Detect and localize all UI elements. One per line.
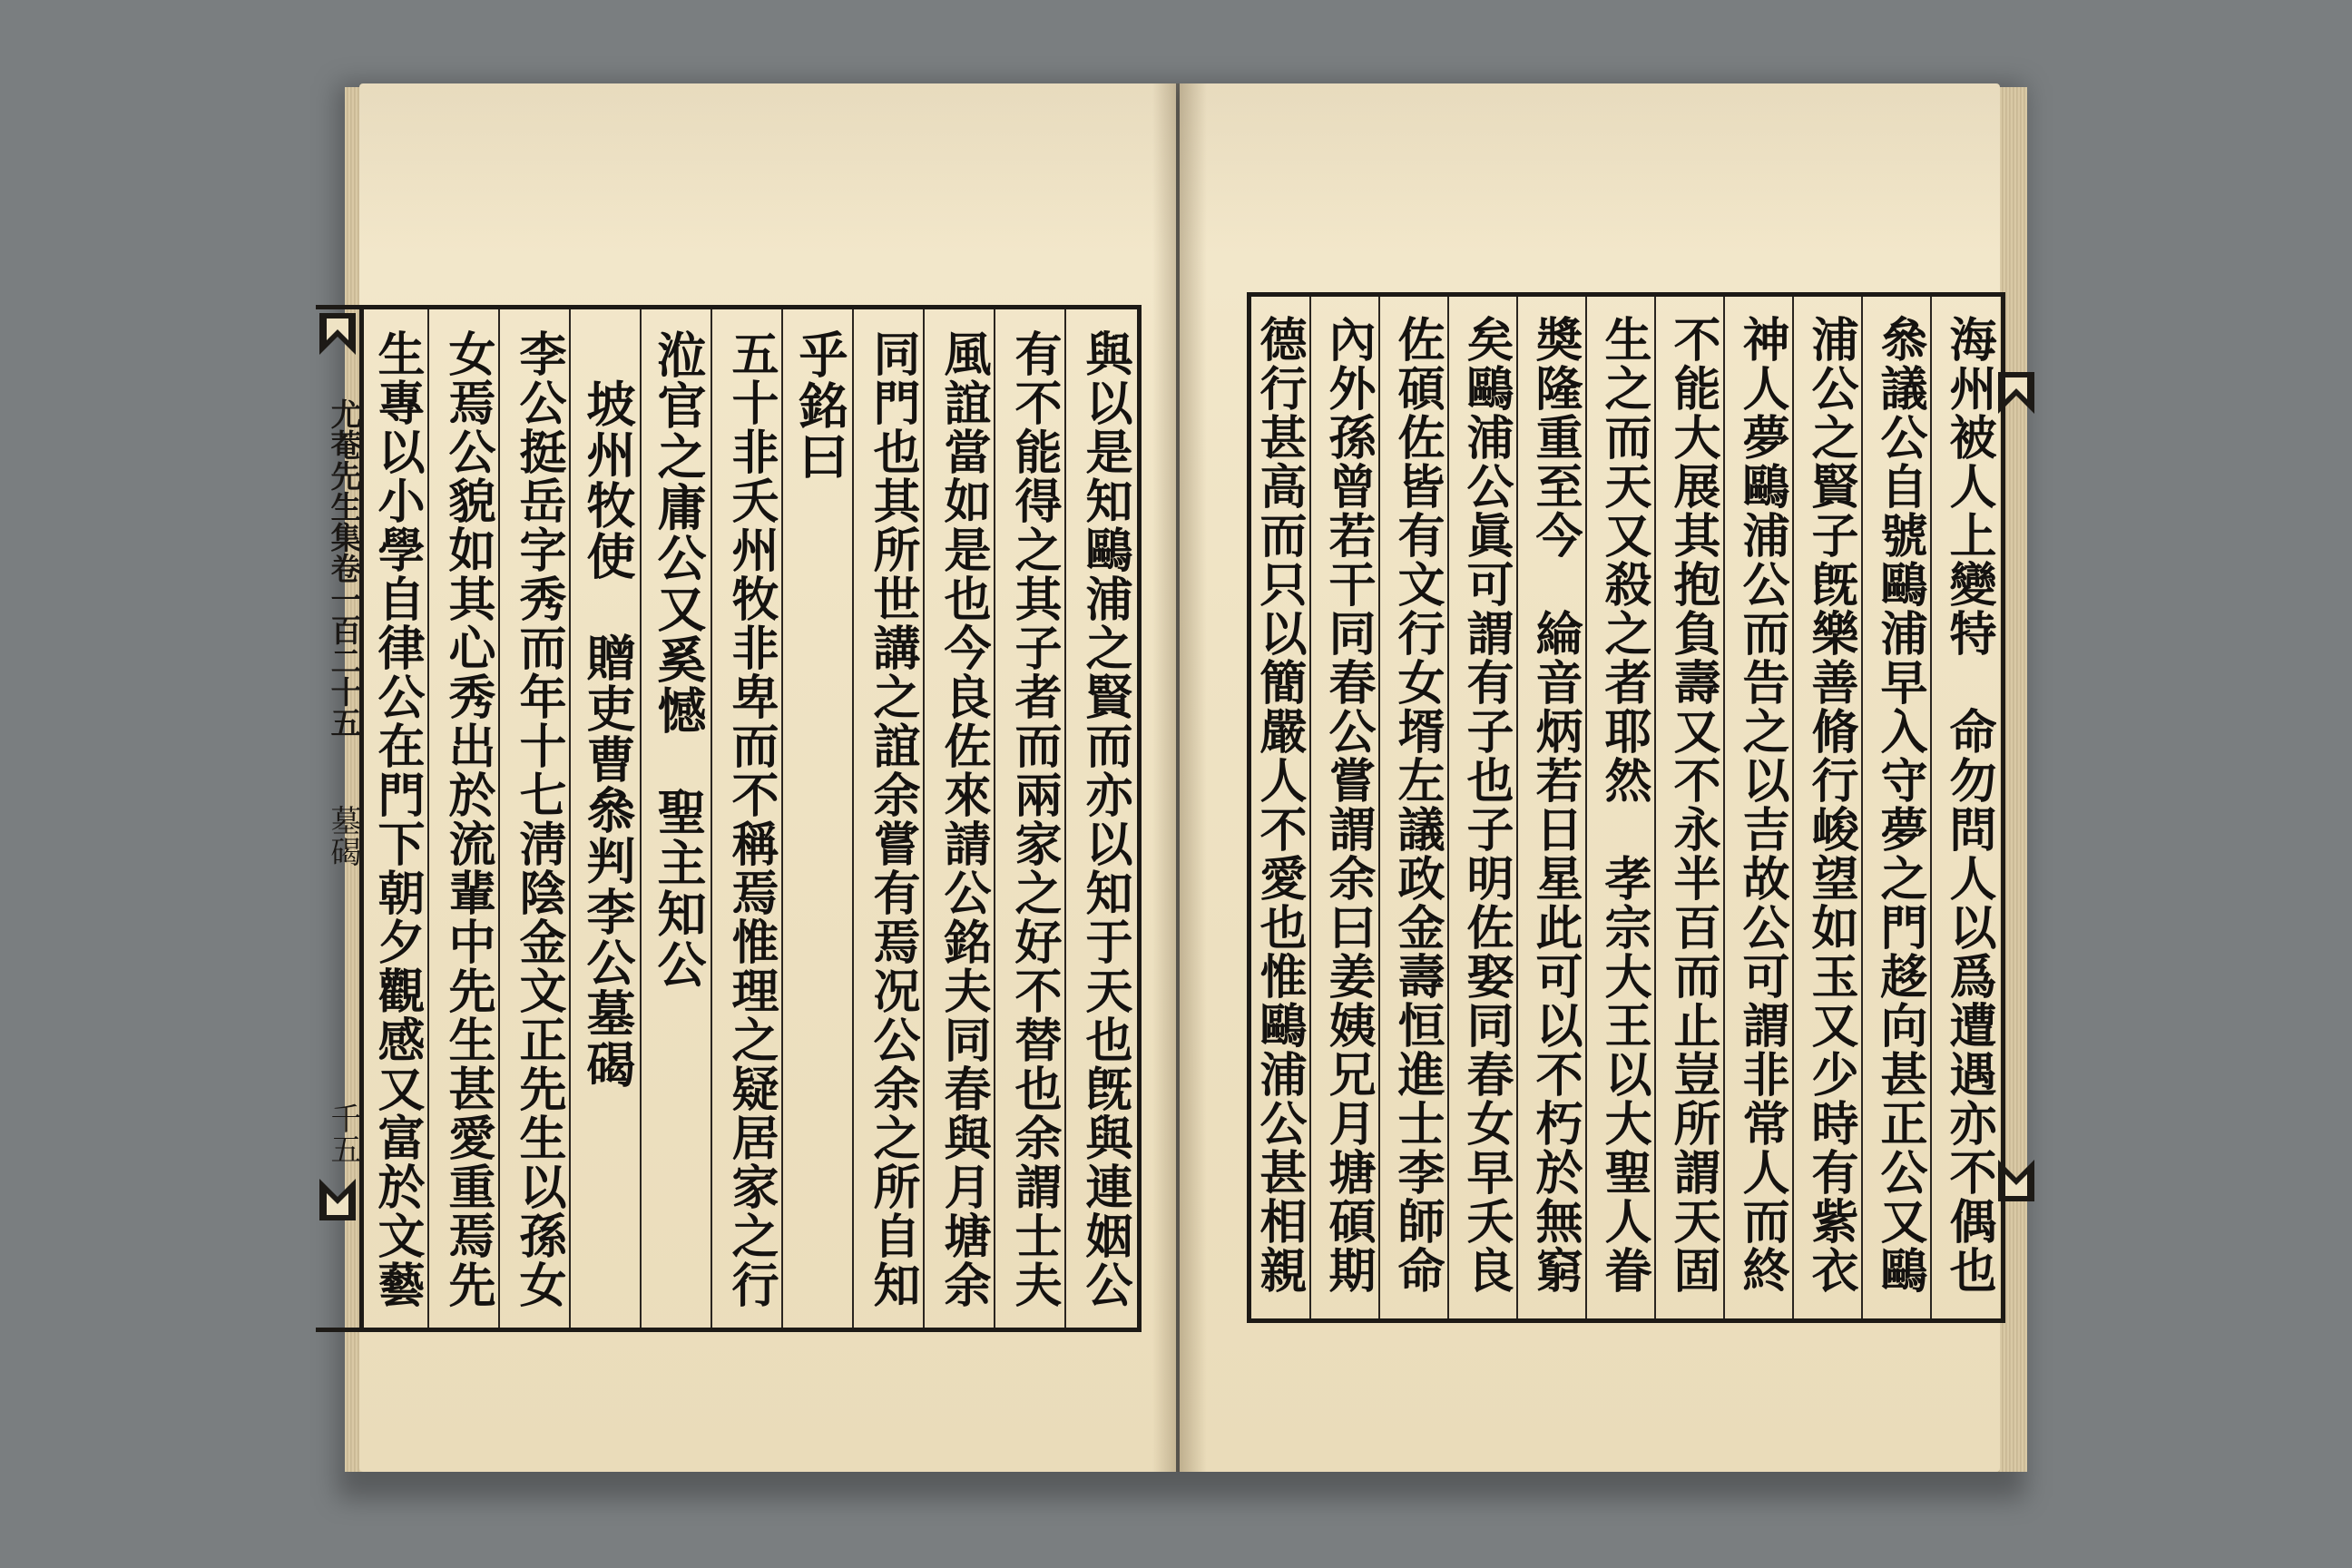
book-gutter [1152,83,1207,1472]
column-rule [569,309,571,1328]
column-rule [1378,297,1380,1318]
column-rule [498,309,500,1328]
left-text-column-11: 生專以小學自律公在門下朝夕觀感又富於文藝 [369,329,425,1309]
left-text-column-8: 坡州牧使 贈吏曹叅判李公墓碣 [579,378,637,1090]
column-rule [1723,297,1725,1318]
right-text-column-6: 生之而天又殺之者耶然 孝宗大王以大聖人眷 [1596,315,1651,1295]
column-rule [1309,297,1311,1318]
column-rule [1447,297,1449,1318]
left-text-column-10: 女焉公貌如其心秀出於流輩中先生甚愛重焉先 [440,329,495,1309]
banxin-title: 尤菴先生集卷一百二十五 [325,398,361,738]
column-rule [1516,297,1518,1318]
right-text-column-4: 神人夢鷗浦公而告之以吉故公可謂非常人而終 [1734,315,1789,1295]
column-rule [994,309,995,1328]
column-rule [1585,297,1587,1318]
left-text-column-2: 有不能得之其子者而兩家之好不替也余謂士夫 [1006,329,1062,1309]
left-text-column-6: 五十非夭州牧非卑而不稱焉惟理之疑居家之行 [723,329,779,1309]
right-text-column-5: 不能大展其抱負壽又不永半百而止豈所謂天固 [1665,315,1720,1295]
column-rule [1861,297,1863,1318]
left-text-column-3: 風誼當如是也今良佐來請公銘夫同春與月塘余 [936,329,991,1309]
column-rule [640,309,642,1328]
column-rule [710,309,712,1328]
right-text-column-7: 奬隆重至今 綸音炳若日星此可以不朽於無窮 [1527,315,1583,1295]
right-text-column-9: 佐碩佐皆有文行女壻左議政金壽恒進士李師命 [1389,315,1445,1295]
right-text-frame [1247,292,2005,1323]
column-rule [1064,309,1066,1328]
column-rule [1792,297,1794,1318]
column-rule [427,309,429,1328]
right-page-shade [1180,83,2000,256]
left-text-column-7: 涖官之庸公又奚憾 聖主知公 [650,329,708,990]
right-text-column-1: 海州被人上變特 命勿問人以爲遭遇亦不偶也 [1941,315,1996,1295]
right-text-column-8: 矣鷗浦公眞可謂有子也子明佐娶同春女早夭良 [1458,315,1514,1295]
column-rule [923,309,925,1328]
right-text-column-11: 德行甚高而只以簡嚴人不愛也惟鷗浦公甚相親 [1251,315,1307,1295]
left-text-column-9: 李公挺岳字秀而年十七淸陰金文正先生以孫女 [511,329,566,1309]
left-text-column-1: 與以是知鷗浦之賢而亦以知于天也旣與連姻公 [1077,329,1132,1309]
column-rule [1930,297,1932,1318]
right-text-column-2: 叅議公自號鷗浦早入守夢之門趍向甚正公又鷗 [1872,315,1927,1295]
banxin-section: 墓碣 [325,805,361,867]
right-text-column-10: 內外孫曾若干同春公嘗謂余曰姜姨兄月塘碩期 [1320,315,1376,1295]
column-rule [1654,297,1656,1318]
column-rule [781,309,783,1328]
left-page-shade [359,83,1176,256]
banxin-margin [316,305,359,1332]
left-text-column-4: 同門也其所世講之誼余嘗有焉况公余之所自知 [865,329,920,1309]
fishtail-bottom-icon [318,1179,358,1220]
right-text-column-3: 浦公之賢子旣樂善脩行峻望如玉又少時有紫衣 [1803,315,1858,1295]
column-rule [852,309,854,1328]
left-text-frame [359,305,1142,1332]
fishtail-top-icon [318,313,358,355]
left-text-column-5: 乎銘曰 [791,329,849,482]
banxin-page-number: 千五 [325,1102,361,1164]
